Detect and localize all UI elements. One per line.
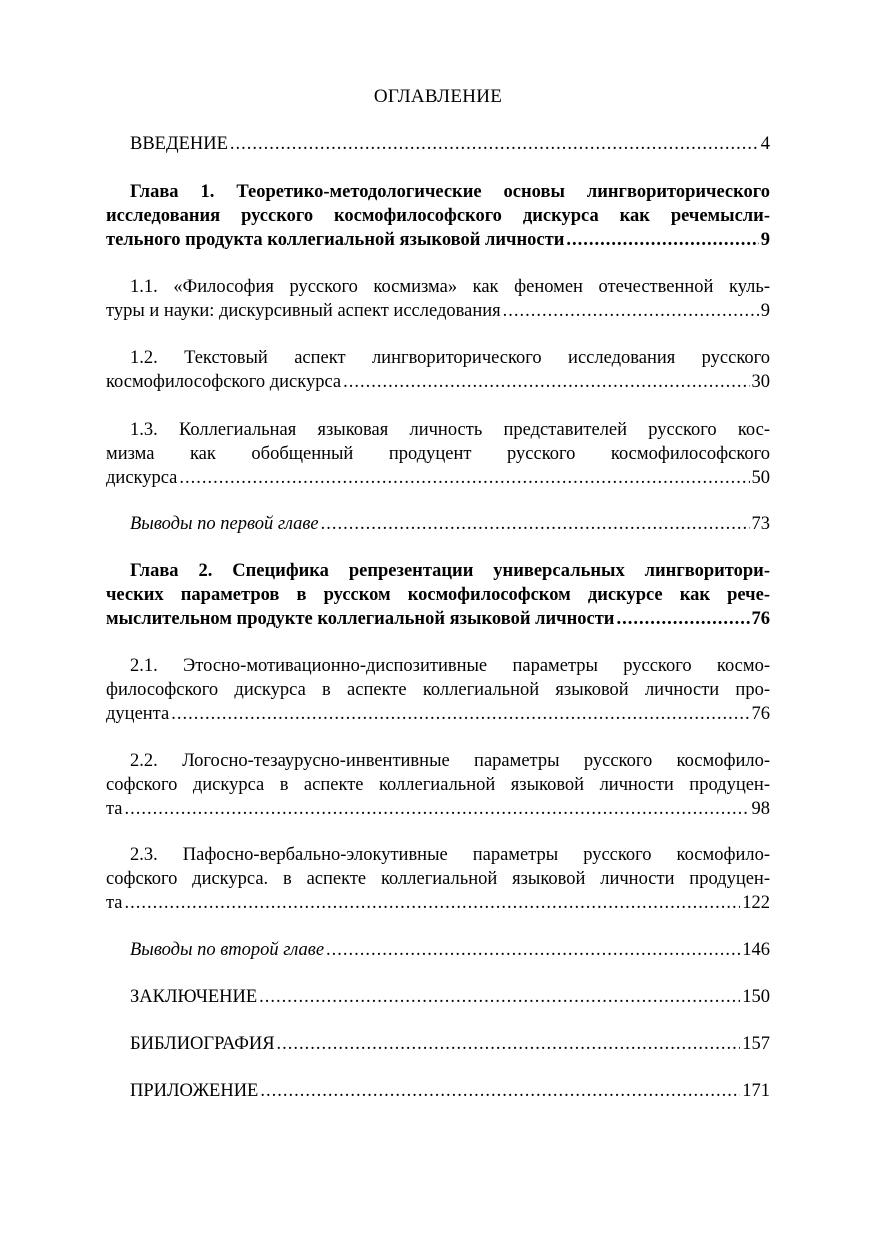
leader-dots bbox=[171, 702, 749, 726]
toc-entry-conclusions-chapter-1[interactable] bbox=[106, 512, 770, 536]
toc-entry-section-2-3[interactable] bbox=[106, 843, 770, 915]
toc-entry-appendix[interactable] bbox=[106, 1079, 770, 1103]
toc-entry-line: Глава 1. Теоретико-методологические основы лингвориторического bbox=[130, 182, 770, 202]
toc-page-number: 9 bbox=[760, 301, 770, 321]
toc-entry-section-1-2[interactable] bbox=[106, 346, 770, 394]
toc-entry-label: БИБЛИОГРАФИЯ bbox=[130, 1034, 275, 1054]
toc-entry-label: тельного продукта коллегиальной языковой личности bbox=[106, 230, 565, 250]
toc-page-number: 150 bbox=[742, 987, 770, 1007]
leader-dots bbox=[230, 132, 759, 156]
leader-dots bbox=[616, 607, 749, 631]
toc-entry-introduction[interactable] bbox=[106, 132, 770, 156]
toc-entry-section-2-1[interactable] bbox=[106, 654, 770, 726]
leader-dots bbox=[503, 299, 759, 323]
toc-entry-label: та bbox=[106, 799, 123, 819]
toc-entry-label: туры и науки: дискурсивный аспект исследования bbox=[106, 301, 501, 321]
toc-entry-label: дискурса bbox=[106, 468, 178, 488]
toc-entry-section-2-2[interactable] bbox=[106, 749, 770, 821]
toc-page-number: 157 bbox=[742, 1034, 770, 1054]
toc-entry-chapter-1[interactable] bbox=[106, 180, 770, 252]
leader-dots bbox=[125, 891, 741, 915]
toc-page-number: 171 bbox=[742, 1081, 770, 1101]
toc-entry-line: софского дискурса. в аспекте коллегиальной языковой личности продуцен- bbox=[106, 869, 770, 889]
toc-entry-label: ВВЕДЕНИЕ bbox=[130, 134, 228, 154]
toc-entry-line: 1.1. «Философия русского космизма» как феномен отечественной куль- bbox=[130, 277, 770, 297]
leader-dots bbox=[260, 1079, 740, 1103]
toc-entry-section-1-1[interactable] bbox=[106, 275, 770, 323]
toc-entry-label: Выводы по второй главе bbox=[130, 940, 325, 960]
leader-dots bbox=[179, 466, 749, 490]
toc-page-number: 98 bbox=[751, 799, 770, 819]
toc-entry-label: дуцента bbox=[106, 704, 170, 724]
toc-entry-section-1-3[interactable] bbox=[106, 418, 770, 490]
leader-dots bbox=[343, 370, 749, 394]
toc-entry-line: 1.2. Текстовый аспект лингвориторического исследования русского bbox=[130, 348, 770, 368]
toc-page-number: 4 bbox=[760, 134, 770, 154]
toc-page-number: 146 bbox=[742, 940, 770, 960]
toc-entry-line: 2.1. Этосно-мотивационно-диспозитивные параметры русского космо- bbox=[130, 656, 770, 676]
toc-entry-line: 1.3. Коллегиальная языковая личность представителей русского кос- bbox=[130, 420, 770, 440]
leader-dots bbox=[277, 1032, 741, 1056]
toc-page-number: 30 bbox=[751, 372, 770, 392]
toc-entry-line: 2.3. Пафосно-вербально-элокутивные параметры русского космофило- bbox=[130, 845, 770, 865]
toc-page-number: 122 bbox=[742, 893, 770, 913]
toc-entry-line: исследования русского космофилософского дискурса как речемысли- bbox=[106, 206, 770, 226]
toc-entry-bibliography[interactable] bbox=[106, 1032, 770, 1056]
toc-page-number: 9 bbox=[760, 230, 770, 250]
toc-entry-label: мыслительном продукте коллегиальной языковой личности bbox=[106, 609, 615, 629]
toc-entry-conclusions-chapter-2[interactable] bbox=[106, 938, 770, 962]
toc-page-number: 50 bbox=[751, 468, 770, 488]
leader-dots bbox=[326, 938, 740, 962]
toc-entry-label: космофилософского дискурса bbox=[106, 372, 342, 392]
toc-page-number: 76 bbox=[751, 704, 770, 724]
toc-entry-chapter-2[interactable] bbox=[106, 559, 770, 631]
toc-page-number: 76 bbox=[751, 609, 770, 629]
toc-entry-line: софского дискурса в аспекте коллегиальной языковой личности продуцен- bbox=[106, 775, 770, 795]
leader-dots bbox=[566, 228, 758, 252]
leader-dots bbox=[321, 512, 750, 536]
toc-entry-label: ПРИЛОЖЕНИЕ bbox=[130, 1081, 259, 1101]
toc-title: ОГЛАВЛЕНИЕ bbox=[373, 86, 503, 107]
toc-page-number: 73 bbox=[751, 514, 770, 534]
toc-entry-conclusion[interactable] bbox=[106, 985, 770, 1009]
toc-entry-line: философского дискурса в аспекте коллегиальной языковой личности про- bbox=[106, 680, 770, 700]
toc-entry-line: Глава 2. Специфика репрезентации универсальных лингворитори- bbox=[130, 561, 770, 581]
toc-entry-line: 2.2. Логосно-тезаурусно-инвентивные параметры русского космофило- bbox=[130, 751, 770, 771]
toc-entry-label: Выводы по первой главе bbox=[130, 514, 319, 534]
leader-dots bbox=[125, 797, 750, 821]
toc-entry-label: ЗАКЛЮЧЕНИЕ bbox=[130, 987, 258, 1007]
toc-entry-line: ческих параметров в русском космофилософском дискурсе как рече- bbox=[106, 585, 770, 605]
toc-entry-line: мизма как обобщенный продуцент русского космофилософского bbox=[106, 444, 770, 464]
leader-dots bbox=[259, 985, 740, 1009]
toc-entry-label: та bbox=[106, 893, 123, 913]
